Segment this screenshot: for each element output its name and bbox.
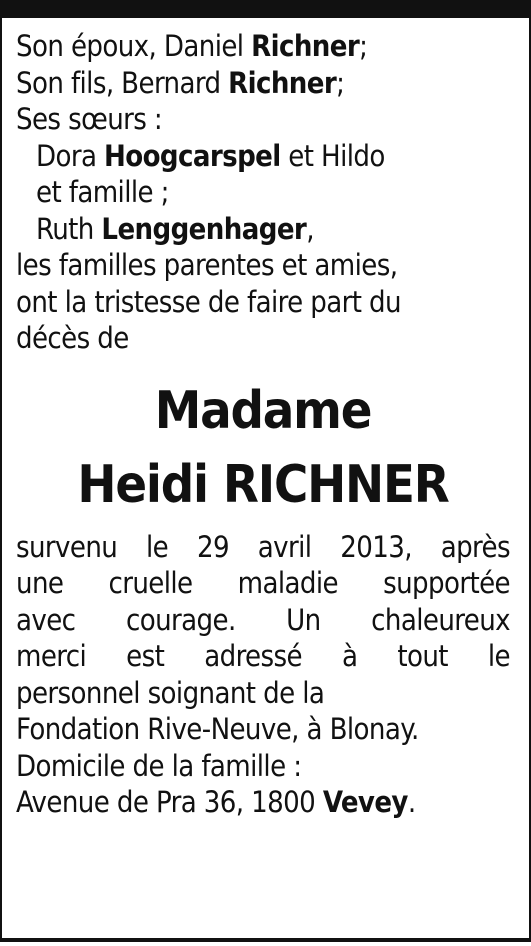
notice-line-relatives: les familles parentes et amies, xyxy=(16,248,398,282)
notice-line-son xyxy=(16,65,510,102)
body-line-domicile: Domicile de la famille : xyxy=(16,748,302,783)
family-name: Lenggenhager xyxy=(101,211,307,246)
text: et Hildo xyxy=(280,138,385,173)
bottom-rule xyxy=(0,938,531,942)
text: Ruth xyxy=(36,211,102,246)
notice-line-deces: décès de xyxy=(16,321,129,355)
text: Dora xyxy=(36,138,105,173)
body-line-illness: une cruelle maladie supportée xyxy=(16,566,510,600)
punctuation: , xyxy=(306,211,314,246)
deceased-title: Madame xyxy=(154,380,372,441)
notice-line-announce: ont la tristesse de faire part du xyxy=(16,284,401,319)
body-line-date: survenu le 29 avril 2013, après xyxy=(16,529,510,564)
deceased-name: Heidi RICHNER xyxy=(77,454,449,515)
body-line-thanks: merci est adressé à tout le xyxy=(16,639,510,673)
family-name: Richner xyxy=(251,29,360,63)
notice-line-family: et famille ; xyxy=(36,175,169,209)
punctuation: ; xyxy=(336,65,345,100)
text: Son époux, Daniel xyxy=(16,29,252,63)
notice-line-sister-dora xyxy=(16,138,510,175)
body-line-address xyxy=(16,784,510,821)
text: Son fils, Bernard xyxy=(16,65,229,100)
punctuation: ; xyxy=(359,29,368,63)
body-line-staff: personnel soignant de la xyxy=(16,675,325,710)
top-rule xyxy=(0,0,531,18)
body-line-courage: avec courage. Un chaleureux xyxy=(16,602,510,637)
death-notice xyxy=(16,28,510,821)
family-name: Hoogcarspel xyxy=(104,138,281,173)
city-name: Vevey xyxy=(322,785,408,819)
punctuation: . xyxy=(407,785,416,819)
notice-line-sister-ruth xyxy=(16,211,510,248)
notice-line-sisters: Ses sœurs : xyxy=(16,102,163,136)
family-name: Richner xyxy=(228,65,337,100)
notice-line-husband xyxy=(16,28,510,65)
text: Avenue de Pra 36, 1800 xyxy=(16,785,323,819)
body-line-foundation: Fondation Rive-Neuve, à Blonay. xyxy=(16,712,419,746)
